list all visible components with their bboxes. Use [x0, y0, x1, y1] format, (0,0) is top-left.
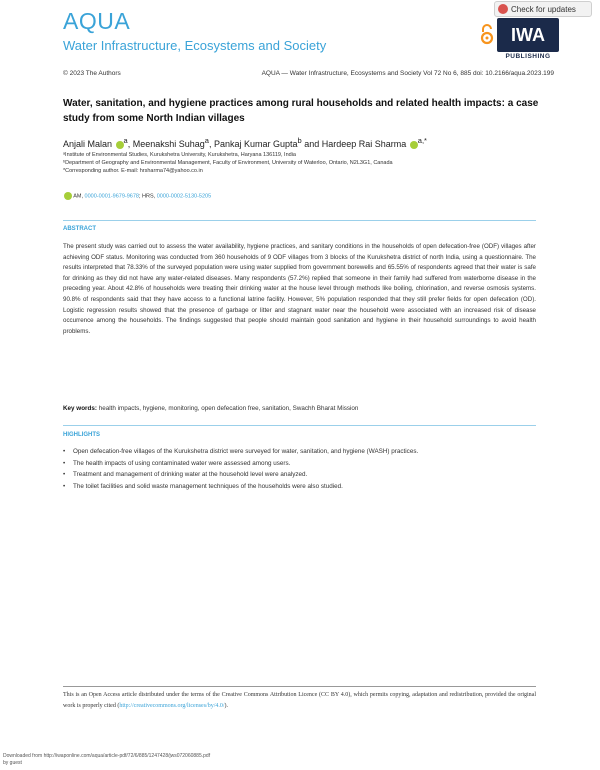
author-name[interactable]: Meenakshi Suhag	[132, 139, 205, 149]
publisher-logo	[497, 18, 559, 66]
corresponding-author: *Corresponding author. E-mail: hrsharma74@yahoo.co.in	[63, 168, 203, 174]
highlights-heading: HIGHLIGHTS	[63, 432, 100, 438]
orcid-icon	[64, 192, 72, 200]
orcid-icon[interactable]	[116, 141, 124, 149]
keywords	[63, 405, 358, 412]
journal-brand: AQUA	[63, 8, 131, 34]
open-access-icon	[480, 23, 494, 45]
author-name[interactable]: Anjali Malan	[63, 139, 113, 149]
author-name[interactable]: Hardeep Rai Sharma	[321, 139, 407, 149]
download-line: Downloaded from http://iwaponline.com/aqua/article-pdf/72/6/885/1247428/jws072060885.pdf	[3, 753, 211, 759]
licence-link[interactable]: http://creativecommons.org/licenses/by/4.0/	[119, 703, 225, 709]
licence-note	[63, 690, 536, 712]
affiliation-b: ᵇDepartment of Geography and Environmental Management, Faculty of Environment, University of Waterloo, Ontario, N2L3G1, Canada	[63, 160, 393, 166]
journal-subtitle: Water Infrastructure, Ecosystems and Society	[63, 38, 327, 53]
keywords-label: Key words:	[63, 405, 97, 412]
orcid-ids	[63, 192, 211, 200]
list-item: • The toilet facilities and solid waste management techniques of the households were also studied.	[63, 481, 543, 493]
download-guest: by guest	[3, 760, 22, 766]
orcid-icon[interactable]	[410, 141, 418, 149]
orcid-am-link[interactable]: 0000-0001-9679-9678	[84, 193, 139, 200]
orcid-hrs-label: ; HRS,	[138, 193, 156, 200]
footer-divider	[63, 686, 536, 687]
affiliation-a: ᵃInstitute of Environmental Studies, Kurukshetra University, Kurukshetra, Haryana 136119, India	[63, 152, 296, 158]
iwa-logo-mark: IWA	[497, 18, 559, 52]
author-sup: a,*	[417, 136, 427, 145]
copyright: © 2023 The Authors	[63, 70, 121, 77]
author-sup: a	[204, 136, 209, 145]
crossmark-icon	[498, 4, 508, 14]
highlights-list	[63, 446, 543, 492]
author-sup: a	[123, 136, 128, 145]
author-sup: b	[297, 136, 302, 145]
orcid-hrs-link[interactable]: 0000-0002-5130-5205	[156, 193, 212, 200]
divider	[63, 220, 536, 221]
article-title: Water, sanitation, and hygiene practices among rural households and related health impacts: a case study from some North Indian villages	[63, 98, 539, 124]
abstract-heading: ABSTRACT	[63, 226, 96, 232]
author-list: Anjali Malan $^a$, Meenakshi Suhag$^a$, Pankaj Kumar Gupta$^b$ and Hardeep Rai Sharma $^{a,*}$	[63, 136, 427, 149]
check-updates-label: Check for updates	[511, 4, 576, 14]
orcid-am-label: AM,	[73, 193, 84, 200]
check-for-updates-button[interactable]	[494, 1, 592, 17]
list-item: • The health impacts of using contaminated water were assessed among users.	[63, 458, 543, 470]
licence-text: This is an Open Access article distributed under the terms of the Creative Commons Attribution Licence (CC BY 4.0), which permits copying, adaptation and redistribution, provided the original work is properly cited (	[63, 692, 536, 709]
list-item: • Treatment and management of drinking water at the household level were analyzed.	[63, 469, 543, 481]
iwa-publishing-label: PUBLISHING	[505, 53, 551, 60]
author-name[interactable]: Pankaj Kumar Gupta	[213, 139, 298, 149]
keywords-list: health impacts, hygiene, monitoring, open defecation free, sanitation, Swachh Bharat Mission	[98, 405, 359, 412]
abstract-text: The present study was carried out to assess the water availability, hygiene practices, and sanitary conditions in the households of open defecation-free (ODF) villages after achieving ODF status. Monitoring was conducted from 360 households of 9 ODF villages from 3 blocks of the Kurukshetra district of north India, using a questionnaire. The results interpreted that 78.33% of the surveyed population were using water supplied from government borewells and 65.55% of respondents agreed that their water is safe for drinking as they did not have any water-related diseases. Many respondents (57.2%) replied that someone in their family had suffered from waterborne disease in the preceding year. About 42.8% of households were treating their drinking water at the house level through methods like boiling, chlorination, and reverse osmosis systems. 90.8% of respondents said that they have access to a functional latrine facility. However, 5% population responded that they still prefer fields for open defecation (OD). Logistic regression results showed that the presence of garbage or litter and stagnant water near the household were associated with an increased risk of disease occurrence among the households. The findings suggested that people should maintain good sanitation and hygiene in their household surroundings to avoid health problems.	[63, 243, 536, 335]
licence-end: ).	[224, 703, 229, 709]
list-item: • Open defecation-free villages of the Kurukshetra district were surveyed for water, sanitation, and hygiene (WASH) practices.	[63, 446, 543, 458]
download-stamp	[3, 753, 210, 767]
citation-line: AQUA — Water Infrastructure, Ecosystems and Society Vol 72 No 6, 885 doi: 10.2166/aqua.2023.199	[261, 70, 554, 77]
divider	[63, 425, 536, 426]
